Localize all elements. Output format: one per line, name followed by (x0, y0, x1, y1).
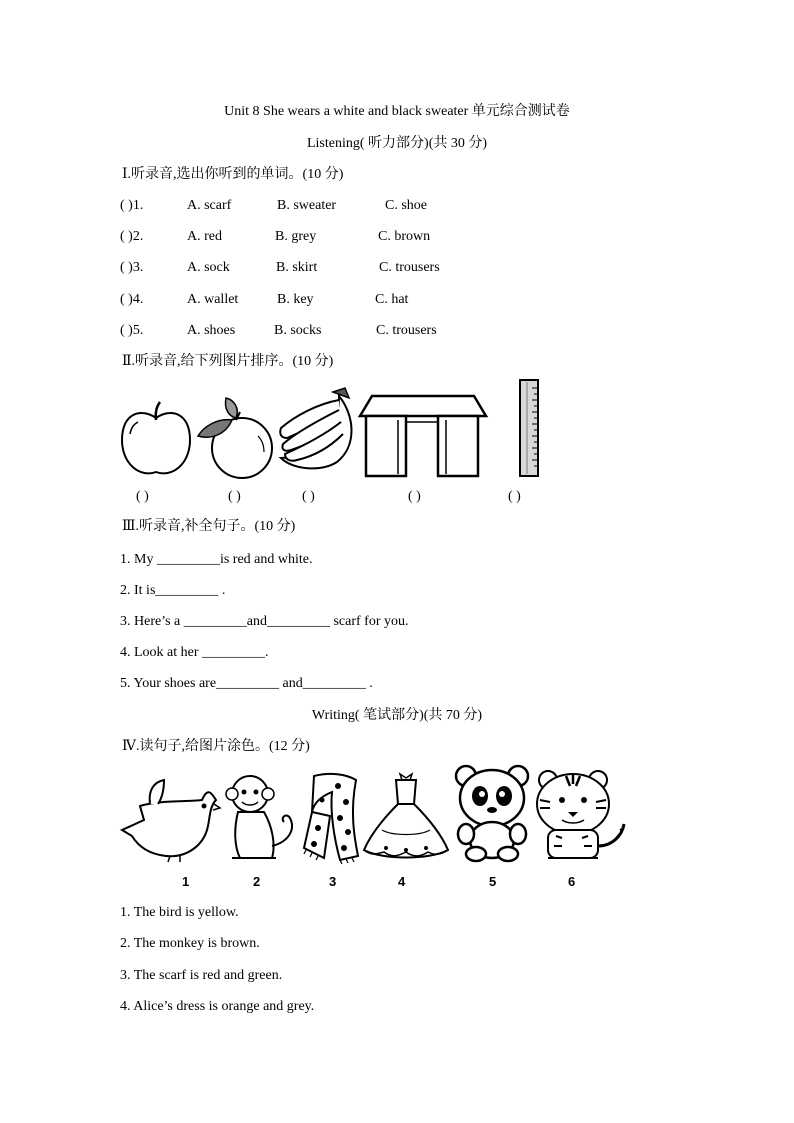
option-b: B. skirt (276, 260, 318, 275)
writing-heading: Writing( 笔试部分)(共 70 分) (311, 708, 483, 723)
desk-icon (358, 392, 488, 478)
fill-sentence: 5. Your shoes are_________ and_________ . (120, 676, 373, 691)
page-title: Unit 8 She wears a white and black sweater 单元综合测试卷 (224, 104, 570, 119)
panda-icon (454, 764, 530, 862)
answer-bracket[interactable]: ( )5. (120, 323, 144, 338)
section4-heading: Ⅳ.读句子,给图片涂色。(12 分) (122, 739, 310, 754)
option-c: C. shoe (385, 198, 427, 213)
picture-number: 6 (568, 874, 576, 889)
option-c: C. brown (378, 229, 431, 244)
orange-icon (196, 396, 276, 480)
picture-number: 4 (398, 874, 406, 889)
coloring-sentence: 1. The bird is yellow. (120, 905, 239, 920)
apple-icon (120, 400, 192, 478)
option-a: A. sock (187, 260, 230, 275)
coloring-sentence: 3. The scarf is red and green. (120, 968, 283, 983)
option-b: B. key (277, 292, 314, 307)
picture-number: 2 (253, 874, 261, 889)
ruler-icon (518, 378, 540, 478)
picture-order-bracket[interactable]: ( ) (136, 489, 149, 504)
picture-order-bracket[interactable]: ( ) (228, 489, 241, 504)
option-a: A. wallet (187, 292, 239, 307)
option-c: C. trousers (376, 323, 437, 338)
fill-sentence: 1. My _________is red and white. (120, 552, 313, 567)
answer-bracket[interactable]: ( )3. (120, 260, 144, 275)
coloring-sentence: 4. Alice’s dress is orange and grey. (120, 999, 315, 1014)
picture-order-bracket[interactable]: ( ) (408, 489, 421, 504)
section2-heading: Ⅱ.听录音,给下列图片排序。(10 分) (122, 354, 334, 369)
option-a: A. scarf (187, 198, 232, 213)
picture-number: 3 (329, 874, 337, 889)
fill-sentence: 3. Here’s a _________and_________ scarf for you. (120, 614, 409, 629)
answer-bracket[interactable]: ( )4. (120, 292, 144, 307)
coloring-sentence: 2. The monkey is brown. (120, 936, 260, 951)
option-c: C. trousers (379, 260, 440, 275)
answer-bracket[interactable]: ( )2. (120, 229, 144, 244)
option-b: B. sweater (277, 198, 337, 213)
section1-heading: Ⅰ.听录音,选出你听到的单词。(10 分) (122, 167, 344, 182)
scarf-icon (300, 772, 366, 864)
picture-number: 5 (489, 874, 497, 889)
picture-order-bracket[interactable]: ( ) (508, 489, 521, 504)
option-b: B. socks (274, 323, 322, 338)
bird-icon (120, 776, 220, 862)
fill-sentence: 4. Look at her _________. (120, 645, 269, 660)
monkey-icon (224, 772, 300, 864)
option-a: A. shoes (187, 323, 236, 338)
answer-bracket[interactable]: ( )1. (120, 198, 144, 213)
fill-sentence: 2. It is_________ . (120, 583, 226, 598)
picture-order-bracket[interactable]: ( ) (302, 489, 315, 504)
picture-number: 1 (182, 874, 190, 889)
option-c: C. hat (375, 292, 409, 307)
section3-heading: Ⅲ.听录音,补全句子。(10 分) (122, 519, 296, 534)
tiger-icon (532, 766, 630, 862)
banana-icon (277, 386, 361, 474)
option-b: B. grey (275, 229, 317, 244)
option-a: A. red (187, 229, 222, 244)
listening-heading: Listening( 听力部分)(共 30 分) (306, 136, 488, 151)
dress-icon (362, 770, 450, 862)
